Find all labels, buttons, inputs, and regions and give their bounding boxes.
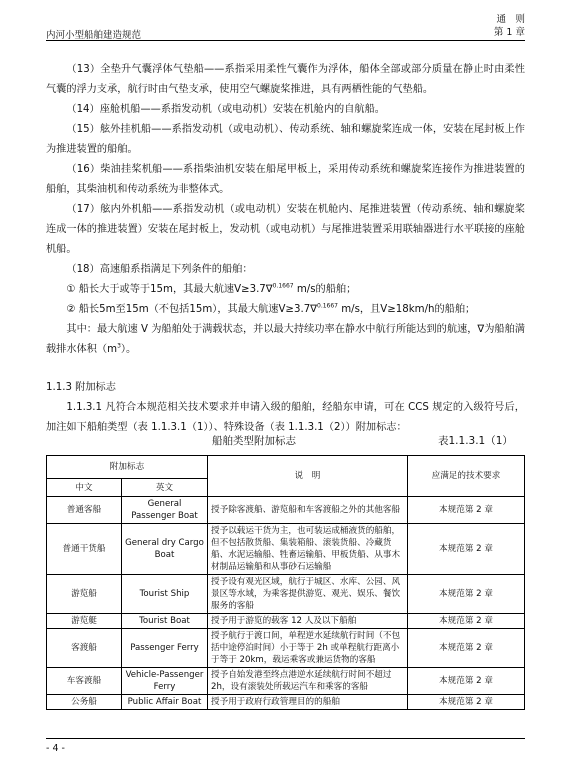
header-english: 英文 [122, 479, 208, 497]
table-caption: 船舶类型附加标志 [212, 435, 296, 447]
section-heading-1-1-3: 1.1.3 附加标志 [46, 382, 116, 393]
paragraph-16: （16）柴油挂桨机船——系指柴油机安装在船尾甲板上，采用传动系统和螺旋桨连接作为推进装置的船舶，其柴油机和传动系统为非整体式。 [46, 164, 525, 195]
condition-2: ② 船长5m至15m（不包括15m），其最大航速V≥3.7∇$^{0.1667}$ m/s，且V≥18km/h的船舶； [66, 302, 476, 315]
table-row: 公务船 Public Affair Boat 授予用于政府行政管理目的的船舶 本规范第 2 章 [47, 695, 525, 710]
paragraph-14: （14）座舱机船——系指发动机（或电动机）安装在机舱内的自航船。 [66, 104, 385, 115]
paragraph-13: （13）全垫升气囊浮体气垫船——系指采用柔性气囊作为浮体，船体全部或部分质量在静止时由柔性气囊的浮力支承，航行时由气垫支承，使用空气螺旋桨推进，具有两栖性能的气垫船。 [46, 64, 525, 95]
ship-type-notation-table [46, 455, 525, 710]
table-row: 客渡船 Passenger Ferry 授予航行于渡口间，单程逆水延续航行时间（不包括中途停泊时间）小于等于 2h 或单程航行距离小于等于 20km，载运乘客或兼运货物的客船 本规范第 2 章 [47, 629, 525, 668]
table-row: 普通客船 General Passenger Boat 授予除客渡船、游览船和车客渡船之外的其他客船 本规范第 2 章 [47, 497, 525, 524]
table-row: 游览艇 Tourist Boat 授予用于游览的载客 12 人及以下船舶 本规范第 2 章 [47, 614, 525, 629]
header-description: 说 明 [208, 456, 408, 497]
running-header [494, 13, 525, 39]
body-text [46, 60, 525, 438]
section-label: 通 则 [496, 14, 525, 25]
header-notation-group: 附加标志 [47, 456, 208, 479]
table-number: 表1.1.3.1（1） [438, 435, 513, 447]
table-row: 游览船 Tourist Ship 授予设有观光区域，航行于城区、水库、公园、风景区等水域，为乘客提供游览、观光、娱乐、餐饮服务的客船 本规范第 2 章 [47, 575, 525, 614]
header-rule [46, 40, 525, 41]
speed-note: 其中：最大航速 V 为船舶处于满载状态，并以最大持续功率在静水中航行所能达到的航速，∇为船舶满载排水体积$(m^3)$。 [46, 324, 525, 355]
header-requirements: 应满足的技术要求 [408, 456, 525, 497]
paragraph-1-1-3-1: 1.1.3.1 凡符合本规范相关技术要求并申请入级的船舶，经船东申请，可在 CCS 规定的入级符号后，加注如下船舶类型（表 1.1.3.1（1））、特殊设备（表 1.1.3.1（2））附加标志： [46, 402, 525, 433]
page-number: - 4 - [46, 743, 65, 754]
document-title: 内河小型船舶建造规范 [46, 30, 142, 41]
condition-1: ① 船长大于或等于15m，其最大航速V≥3.7∇$^{0.1667}$ m/s的船舶； [66, 282, 357, 295]
paragraph-17: （17）舷内外机船——系指发动机（或电动机）安装在机舱内、尾推进装置（传动系统、轴和螺旋桨连成一体的推进装置）安装在尾封板上，发动机（或电动机）与尾推进装置采用联轴器进行水平联接的座舱机船。 [46, 204, 525, 255]
paragraph-18: （18）高速船系指满足下列条件的船舶： [66, 264, 253, 275]
paragraph-15: （15）舷外挂机船——系指发动机（或电动机）、传动系统、轴和螺旋桨连成一体，安装在尾封板上作为推进装置的船舶。 [46, 124, 525, 155]
header-chinese: 中文 [47, 479, 122, 497]
table-row: 车客渡船 Vehicle-Passenger Ferry 授予自始发港至终点港逆水延续航行时间不超过 2h，设有滚装处所载运汽车和乘客的客船 本规范第 2 章 [47, 668, 525, 695]
footer-rule [46, 738, 525, 739]
chapter-label: 第 1 章 [493, 27, 525, 38]
table-row: 普通干货船 General dry Cargo Boat 授予以载运干货为主，也可装运成桶液货的船舶，但不包括散货船、集装箱船、滚装货船、冷藏货船、水泥运输船、牲畜运输船、甲板货船、从事木材制品运输船和从事砂石运输船 本规范第 2 章 [47, 524, 525, 575]
